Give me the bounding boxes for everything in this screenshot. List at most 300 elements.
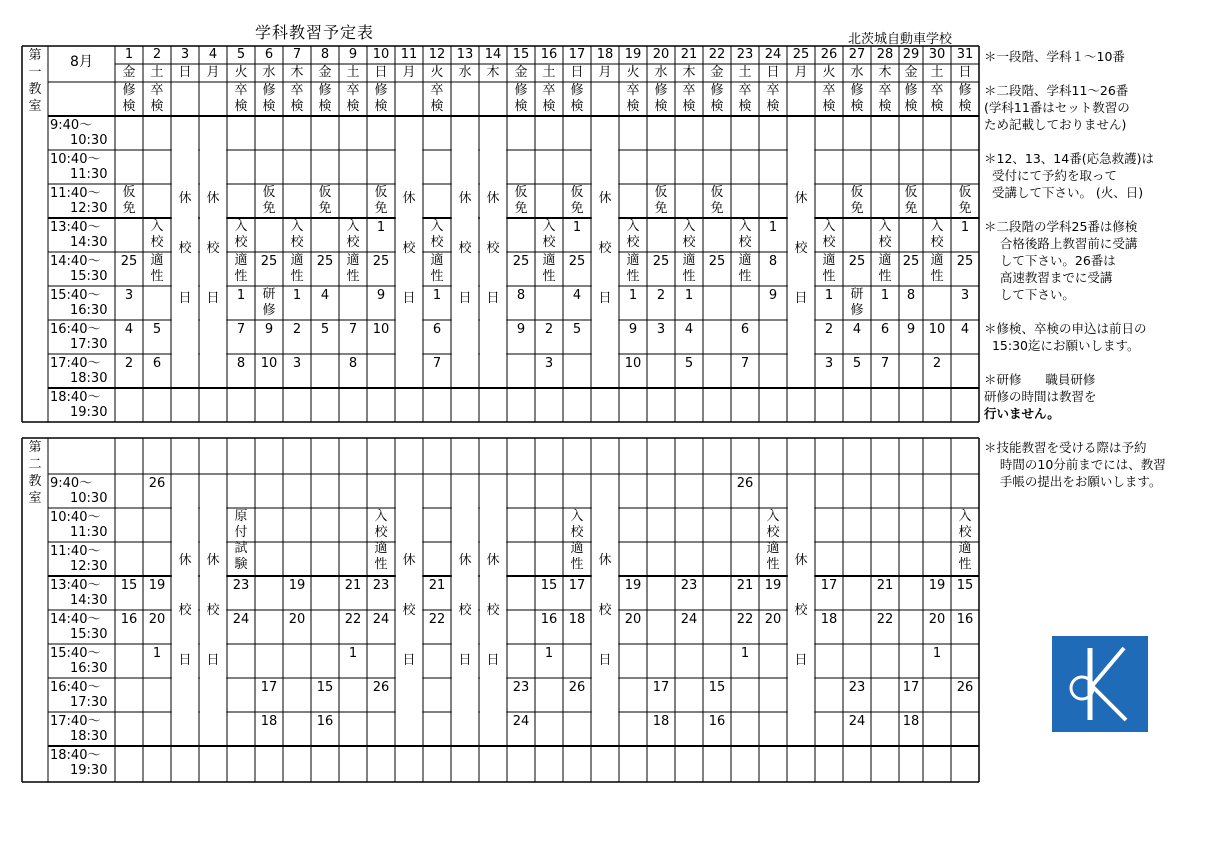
room2-lesson-label: 性 [374, 557, 388, 572]
exam-label: 修 [654, 83, 668, 98]
exam-label: 修 [318, 83, 332, 98]
room1-lesson-label: 入 [150, 219, 164, 234]
holiday-label: 日 [178, 291, 192, 306]
holiday-label: 校 [206, 241, 220, 256]
room1-lesson-number: 9 [264, 322, 274, 337]
time-start: 16:40～ [50, 680, 101, 695]
room1-lesson-number: 10 [624, 356, 642, 371]
exam-label: 修 [122, 83, 136, 98]
time-end: 12:30 [70, 559, 108, 574]
room1-lesson-label: 校 [682, 235, 696, 250]
room2-lesson-label: 試 [234, 541, 248, 556]
room1-lesson-number: 25 [372, 254, 390, 269]
room1-lesson-label: 入 [682, 219, 696, 234]
exam-label: 検 [958, 99, 972, 114]
room1-lesson-label: 校 [930, 235, 944, 250]
exam-label: 卒 [234, 83, 248, 98]
room2-lesson-label: 適 [570, 541, 584, 556]
note-line [984, 422, 1216, 439]
note-line: 行いません。 [984, 406, 1060, 421]
time-end: 12:30 [70, 201, 108, 216]
room2-lesson-number: 26 [568, 680, 586, 695]
day-number: 23 [736, 47, 754, 62]
room2-lesson-label: 校 [766, 525, 780, 540]
room1-lesson-number: 3 [656, 322, 666, 337]
room2-lesson-number: 17 [568, 578, 586, 593]
room1-lesson-label: 性 [290, 269, 304, 284]
room1-lesson-label: 仮 [904, 185, 918, 200]
holiday-label: 校 [178, 603, 192, 618]
room2-lesson-label: 付 [234, 525, 248, 540]
room1-lesson-number: 6 [152, 356, 162, 371]
time-end: 15:30 [70, 269, 108, 284]
day-number: 8 [320, 47, 330, 62]
weekday-label: 金 [318, 65, 332, 80]
time-end: 10:30 [70, 133, 108, 148]
room2-lesson-number: 19 [928, 578, 946, 593]
room2-lesson-number: 17 [820, 578, 838, 593]
room2-lesson-label: 入 [958, 509, 972, 524]
time-start: 17:40～ [50, 714, 101, 729]
holiday-label: 日 [458, 653, 472, 668]
note-line: ＊修検、卒検の申込は前日の [984, 321, 1147, 336]
exam-label: 検 [318, 99, 332, 114]
room1-lesson-number: 25 [652, 254, 670, 269]
exam-label: 検 [570, 99, 584, 114]
room1-lesson-number: 8 [236, 356, 246, 371]
day-number: 2 [152, 47, 162, 62]
room2-lesson-number: 16 [708, 714, 726, 729]
room2-lesson-number: 21 [344, 578, 362, 593]
room1-lesson-label: 仮 [318, 185, 332, 200]
room1-lesson-label: 校 [430, 235, 444, 250]
weekday-label: 日 [374, 65, 388, 80]
room2-lesson-number: 15 [540, 578, 558, 593]
day-number: 1 [124, 47, 134, 62]
room1-lesson-number: 1 [628, 288, 638, 303]
room1-lesson-label: 適 [290, 253, 304, 268]
room2-lesson-number: 18 [260, 714, 278, 729]
note-line [984, 65, 1216, 82]
room2-lesson-number: 16 [540, 612, 558, 627]
time-end: 11:30 [70, 525, 108, 540]
exam-label: 修 [514, 83, 528, 98]
room1-lesson-number: 6 [880, 322, 890, 337]
month-label: 8月 [70, 54, 93, 70]
room1-lesson-number: 2 [292, 322, 302, 337]
room1-lesson-number: 6 [432, 322, 442, 337]
room2-lesson-number: 23 [232, 578, 250, 593]
weekday-label: 日 [570, 65, 584, 80]
holiday-label: 校 [178, 241, 192, 256]
room1-lesson-label: 仮 [262, 185, 276, 200]
room2-lesson-number: 23 [512, 680, 530, 695]
exam-label: 卒 [822, 83, 836, 98]
day-number: 31 [956, 47, 974, 62]
room1-lesson-number: 7 [740, 356, 750, 371]
note-line [984, 133, 1216, 150]
room1-lesson-number: 1 [768, 220, 778, 235]
room1-lesson-label: 適 [542, 253, 556, 268]
note-line: ＊研修 職員研修 [984, 372, 1096, 387]
exam-label: 修 [374, 83, 388, 98]
note-line: ＊二段階の学科25番は修検 [984, 219, 1138, 234]
room1-lesson-label: 入 [234, 219, 248, 234]
room1-lesson-label: 免 [904, 201, 918, 216]
exam-label: 検 [514, 99, 528, 114]
day-number: 18 [596, 47, 614, 62]
exam-label: 修 [262, 83, 276, 98]
day-number: 7 [292, 47, 302, 62]
section-label-room2: 二 [28, 457, 42, 472]
exam-label: 卒 [930, 83, 944, 98]
room1-lesson-number: 9 [516, 322, 526, 337]
day-number: 15 [512, 47, 530, 62]
time-end: 17:30 [70, 695, 108, 710]
weekday-label: 月 [206, 65, 220, 80]
room1-lesson-label: 校 [542, 235, 556, 250]
section-label-room1: 室 [28, 99, 42, 114]
room2-lesson-number: 22 [736, 612, 754, 627]
day-number: 25 [792, 47, 810, 62]
room1-lesson-number: 25 [260, 254, 278, 269]
room1-lesson-label: 校 [822, 235, 836, 250]
weekday-label: 水 [458, 65, 472, 80]
time-end: 10:30 [70, 491, 108, 506]
room1-lesson-number: 1 [432, 288, 442, 303]
exam-label: 検 [654, 99, 668, 114]
note-line: ＊技能教習を受ける際は予約 [984, 440, 1147, 455]
holiday-label: 校 [458, 603, 472, 618]
room1-lesson-label: 性 [234, 269, 248, 284]
note-line: 受講して下さい。 (火、日) [984, 185, 1144, 200]
room1-lesson-number: 2 [824, 322, 834, 337]
exam-label: 検 [374, 99, 388, 114]
note-line: 高速教習までに受講 [984, 270, 1113, 285]
exam-label: 修 [570, 83, 584, 98]
room2-lesson-number: 20 [624, 612, 642, 627]
time-end: 16:30 [70, 661, 108, 676]
room2-lesson-number: 26 [956, 680, 974, 695]
room2-lesson-number: 21 [736, 578, 754, 593]
exam-label: 卒 [626, 83, 640, 98]
note-line: ＊一段階、学科１～10番 [984, 49, 1125, 64]
room2-lesson-number: 19 [288, 578, 306, 593]
holiday-label: 休 [486, 191, 500, 206]
room2-lesson-number: 16 [120, 612, 138, 627]
day-number: 6 [264, 47, 274, 62]
room1-lesson-label: 仮 [654, 185, 668, 200]
room1-lesson-label: 入 [930, 219, 944, 234]
room1-lesson-label: 性 [542, 269, 556, 284]
day-number: 21 [680, 47, 698, 62]
room1-lesson-label: 校 [346, 235, 360, 250]
room2-lesson-label: 適 [374, 541, 388, 556]
time-start: 16:40～ [50, 322, 101, 337]
note-line: ＊二段階、学科11～26番 [984, 83, 1129, 98]
room1-lesson-number: 5 [152, 322, 162, 337]
room2-lesson-label: 校 [958, 525, 972, 540]
room2-lesson-number: 15 [956, 578, 974, 593]
section-label-room2: 第 [28, 440, 42, 455]
room2-lesson-number: 1 [544, 646, 554, 661]
room2-lesson-number: 24 [372, 612, 390, 627]
exam-label: 卒 [542, 83, 556, 98]
room2-lesson-number: 21 [428, 578, 446, 593]
room1-lesson-label: 免 [514, 201, 528, 216]
room1-lesson-number: 25 [708, 254, 726, 269]
room2-lesson-number: 23 [848, 680, 866, 695]
room2-lesson-number: 19 [148, 578, 166, 593]
room1-lesson-label: 入 [878, 219, 892, 234]
holiday-label: 日 [178, 653, 192, 668]
weekday-label: 木 [486, 65, 500, 80]
note-line: して下さい。26番は [984, 253, 1116, 268]
weekday-label: 土 [346, 65, 360, 80]
time-end: 19:30 [70, 405, 108, 420]
exam-label: 検 [150, 99, 164, 114]
room1-lesson-label: 仮 [958, 185, 972, 200]
exam-label: 卒 [150, 83, 164, 98]
exam-label: 卒 [682, 83, 696, 98]
day-number: 17 [568, 47, 586, 62]
exam-label: 修 [710, 83, 724, 98]
section-label-room1: 第 [28, 48, 42, 63]
room1-lesson-label: 修 [850, 303, 864, 318]
weekday-label: 月 [794, 65, 808, 80]
room1-lesson-number: 7 [880, 356, 890, 371]
room1-lesson-label: 性 [626, 269, 640, 284]
holiday-label: 日 [206, 653, 220, 668]
time-start: 17:40～ [50, 356, 101, 371]
room1-lesson-number: 1 [960, 220, 970, 235]
room1-lesson-number: 4 [852, 322, 862, 337]
weekday-label: 水 [654, 65, 668, 80]
weekday-label: 火 [626, 65, 640, 80]
weekday-label: 日 [766, 65, 780, 80]
exam-label: 卒 [878, 83, 892, 98]
room1-lesson-number: 7 [236, 322, 246, 337]
weekday-label: 火 [234, 65, 248, 80]
room1-lesson-label: 仮 [374, 185, 388, 200]
room1-lesson-label: 校 [234, 235, 248, 250]
room1-lesson-label: 校 [626, 235, 640, 250]
room1-lesson-number: 1 [236, 288, 246, 303]
room2-lesson-number: 23 [680, 578, 698, 593]
time-end: 14:30 [70, 593, 108, 608]
holiday-label: 校 [206, 603, 220, 618]
day-number: 30 [928, 47, 946, 62]
room1-lesson-label: 免 [318, 201, 332, 216]
room1-lesson-number: 1 [824, 288, 834, 303]
room2-lesson-number: 17 [652, 680, 670, 695]
room1-lesson-number: 9 [376, 288, 386, 303]
room1-lesson-label: 性 [930, 269, 944, 284]
note-line: 受付にて予約を取って [984, 168, 1117, 183]
holiday-label: 休 [458, 191, 472, 206]
room1-lesson-number: 1 [572, 220, 582, 235]
room1-lesson-label: 適 [822, 253, 836, 268]
room1-lesson-number: 7 [348, 322, 358, 337]
room1-lesson-label: 免 [262, 201, 276, 216]
holiday-label: 日 [486, 291, 500, 306]
room2-lesson-label: 性 [570, 557, 584, 572]
holiday-label: 日 [794, 291, 808, 306]
exam-label: 卒 [346, 83, 360, 98]
room1-lesson-label: 適 [930, 253, 944, 268]
room1-lesson-label: 研 [850, 287, 864, 302]
exam-label: 検 [682, 99, 696, 114]
room2-lesson-number: 18 [568, 612, 586, 627]
notes-panel [984, 48, 1216, 490]
room1-lesson-label: 入 [290, 219, 304, 234]
time-start: 18:40～ [50, 390, 101, 405]
exam-label: 検 [822, 99, 836, 114]
room1-lesson-label: 校 [150, 235, 164, 250]
room1-lesson-label: 免 [654, 201, 668, 216]
exam-label: 検 [878, 99, 892, 114]
room1-lesson-number: 25 [568, 254, 586, 269]
logo-k-icon [1052, 636, 1148, 732]
room2-lesson-number: 24 [232, 612, 250, 627]
room1-lesson-number: 9 [906, 322, 916, 337]
room1-lesson-number: 10 [928, 322, 946, 337]
holiday-label: 校 [794, 241, 808, 256]
time-start: 14:40～ [50, 612, 101, 627]
day-number: 12 [428, 47, 446, 62]
room1-lesson-number: 4 [960, 322, 970, 337]
room1-lesson-number: 3 [124, 288, 134, 303]
school-logo [1052, 636, 1148, 732]
day-number: 19 [624, 47, 642, 62]
room1-lesson-label: 免 [710, 201, 724, 216]
room2-lesson-number: 17 [260, 680, 278, 695]
room1-lesson-number: 8 [906, 288, 916, 303]
room1-lesson-label: 仮 [570, 185, 584, 200]
room2-lesson-number: 15 [708, 680, 726, 695]
holiday-label: 校 [486, 241, 500, 256]
room1-lesson-label: 免 [570, 201, 584, 216]
room2-lesson-label: 原 [234, 509, 248, 524]
holiday-label: 校 [458, 241, 472, 256]
room1-lesson-label: 適 [878, 253, 892, 268]
room1-lesson-number: 3 [544, 356, 554, 371]
time-end: 14:30 [70, 235, 108, 250]
day-number: 22 [708, 47, 726, 62]
room2-lesson-number: 20 [148, 612, 166, 627]
room1-lesson-number: 4 [320, 288, 330, 303]
holiday-label: 日 [598, 291, 612, 306]
room2-lesson-number: 15 [316, 680, 334, 695]
room1-lesson-number: 1 [376, 220, 386, 235]
room2-lesson-label: 入 [570, 509, 584, 524]
room2-lesson-number: 18 [820, 612, 838, 627]
section-label-room2: 教 [28, 474, 42, 489]
exam-label: 検 [346, 99, 360, 114]
day-number: 16 [540, 47, 558, 62]
room2-lesson-number: 18 [902, 714, 920, 729]
room1-lesson-number: 4 [572, 288, 582, 303]
room1-lesson-label: 校 [878, 235, 892, 250]
room2-lesson-number: 18 [652, 714, 670, 729]
room1-lesson-number: 4 [124, 322, 134, 337]
room1-lesson-number: 25 [902, 254, 920, 269]
room1-lesson-number: 5 [684, 356, 694, 371]
exam-label: 検 [710, 99, 724, 114]
time-start: 13:40～ [50, 220, 101, 235]
time-end: 15:30 [70, 627, 108, 642]
day-number: 20 [652, 47, 670, 62]
room1-lesson-number: 4 [684, 322, 694, 337]
room2-lesson-label: 性 [958, 557, 972, 572]
weekday-label: 金 [122, 65, 136, 80]
day-number: 4 [208, 47, 218, 62]
holiday-label: 休 [794, 553, 808, 568]
note-line: (学科11番はセット教習の [984, 100, 1130, 115]
day-number: 13 [456, 47, 474, 62]
room1-lesson-label: 性 [682, 269, 696, 284]
exam-label: 卒 [766, 83, 780, 98]
school-name: 北茨城自動車学校 [848, 32, 953, 47]
room1-lesson-label: 性 [346, 269, 360, 284]
note-line: 手帳の提出をお願いします。 [984, 474, 1162, 489]
room2-lesson-number: 20 [928, 612, 946, 627]
day-number: 11 [400, 47, 418, 62]
exam-label: 検 [234, 99, 248, 114]
weekday-label: 金 [710, 65, 724, 80]
room2-lesson-number: 22 [428, 612, 446, 627]
time-end: 18:30 [70, 729, 108, 744]
note-line: 研修の時間は教習を [984, 389, 1097, 404]
time-start: 18:40～ [50, 748, 101, 763]
day-number: 27 [848, 47, 866, 62]
time-end: 11:30 [70, 167, 108, 182]
room2-lesson-number: 1 [152, 646, 162, 661]
room1-lesson-label: 性 [878, 269, 892, 284]
day-number: 29 [902, 47, 920, 62]
time-end: 19:30 [70, 763, 108, 778]
room2-lesson-number: 22 [344, 612, 362, 627]
holiday-label: 校 [794, 603, 808, 618]
time-end: 16:30 [70, 303, 108, 318]
room1-lesson-label: 入 [542, 219, 556, 234]
room1-lesson-label: 性 [822, 269, 836, 284]
room1-lesson-number: 3 [292, 356, 302, 371]
room2-lesson-number: 26 [372, 680, 390, 695]
room1-lesson-number: 2 [656, 288, 666, 303]
room1-lesson-label: 入 [738, 219, 752, 234]
room1-lesson-number: 5 [572, 322, 582, 337]
room1-lesson-label: 校 [290, 235, 304, 250]
room1-lesson-label: 免 [958, 201, 972, 216]
holiday-label: 日 [206, 291, 220, 306]
exam-label: 検 [430, 99, 444, 114]
room1-lesson-label: 性 [430, 269, 444, 284]
exam-label: 卒 [738, 83, 752, 98]
room1-lesson-number: 3 [960, 288, 970, 303]
room2-lesson-number: 17 [902, 680, 920, 695]
room2-lesson-number: 16 [956, 612, 974, 627]
room1-lesson-number: 2 [124, 356, 134, 371]
holiday-label: 校 [598, 603, 612, 618]
room2-lesson-number: 16 [316, 714, 334, 729]
weekday-label: 木 [682, 65, 696, 80]
holiday-label: 休 [206, 191, 220, 206]
weekday-label: 火 [430, 65, 444, 80]
time-start: 10:40～ [50, 510, 101, 525]
time-start: 10:40～ [50, 152, 101, 167]
room1-lesson-label: 適 [682, 253, 696, 268]
